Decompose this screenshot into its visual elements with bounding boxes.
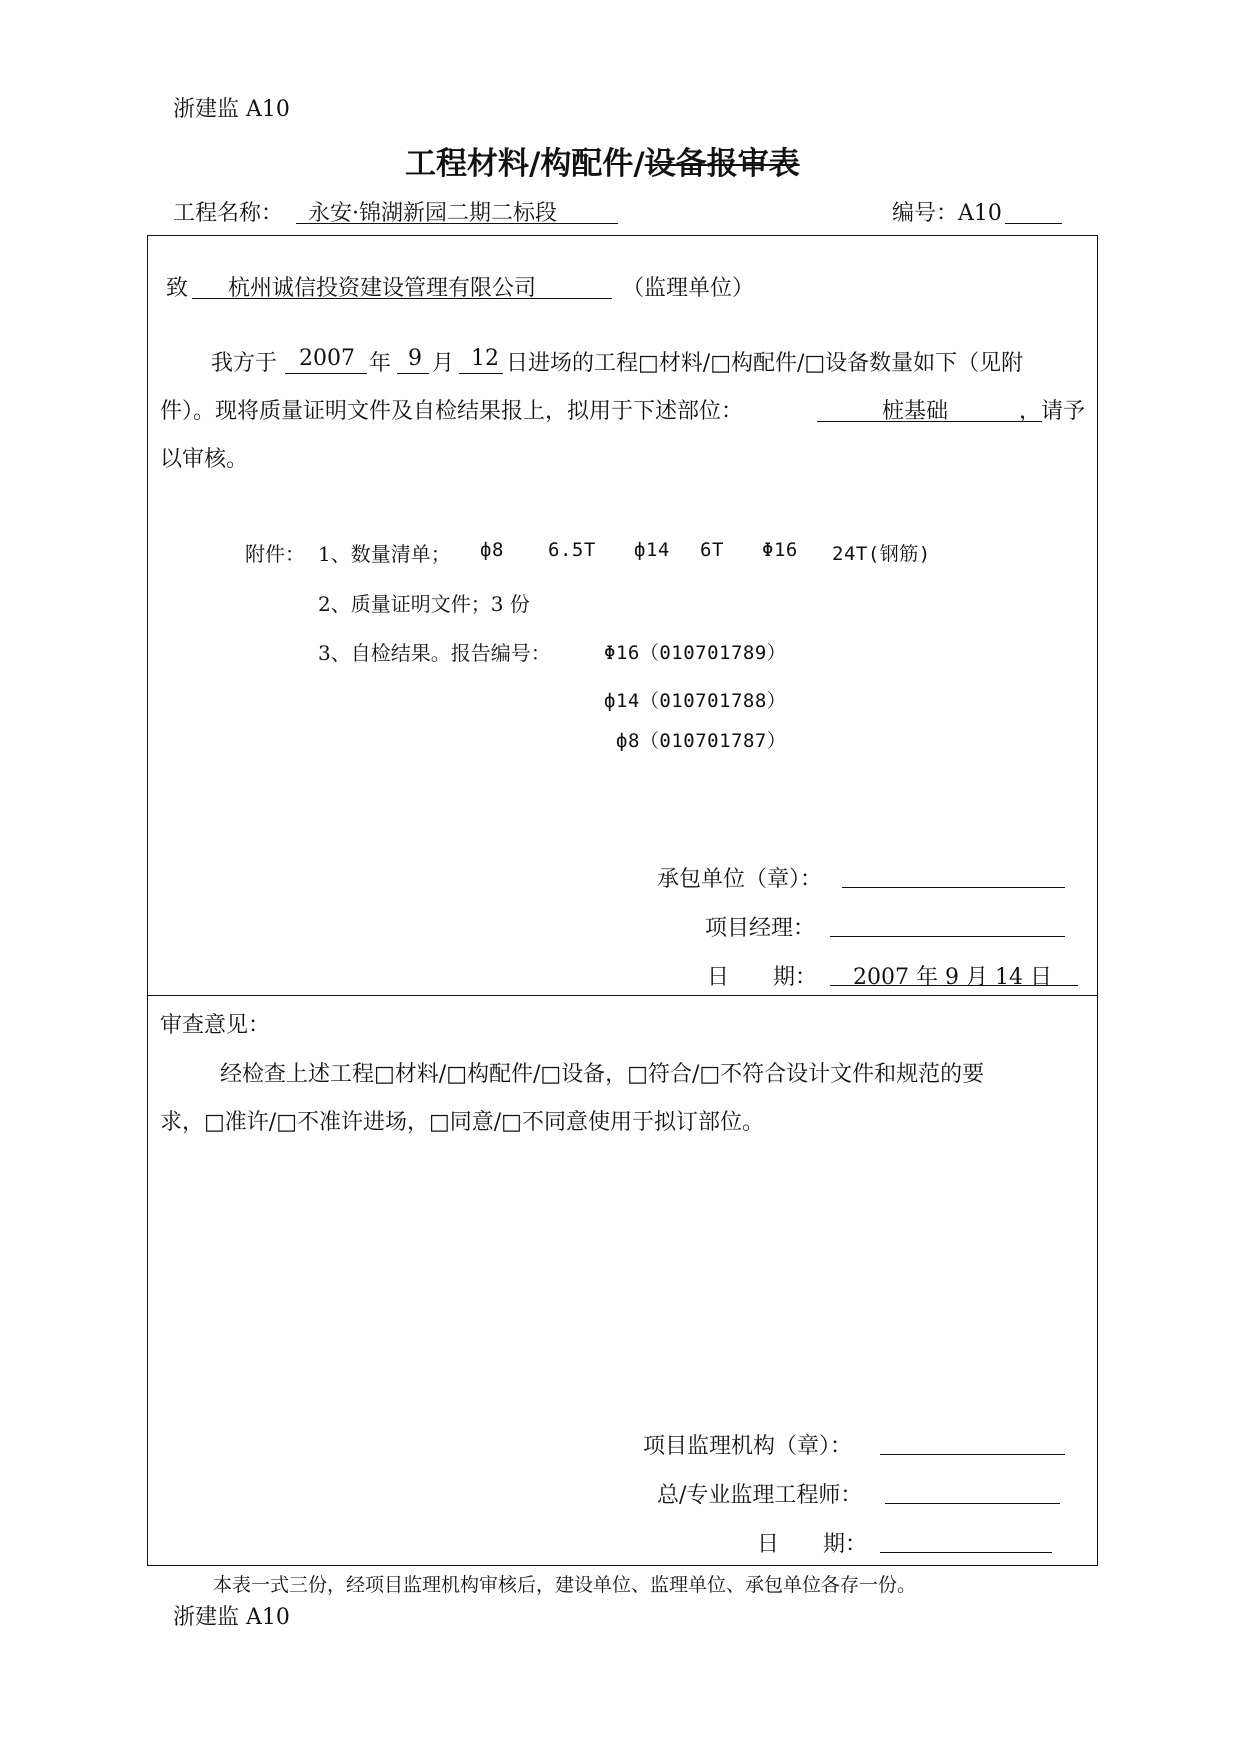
project-manager-line xyxy=(830,936,1065,937)
statement-line3: 以审核。 xyxy=(160,447,249,472)
supervision-org-label: 项目监理机构（章）： xyxy=(643,1434,853,1459)
form-table xyxy=(147,235,1098,1566)
contractor-unit-line xyxy=(842,887,1065,888)
rebar-8-qty: 6.5T xyxy=(548,539,596,561)
rebar-14-size: ф14 xyxy=(634,539,670,561)
report-number-16: Φ16（010701789） xyxy=(604,642,787,664)
attachment-3-prefix: 3、自检结果。报告编号： xyxy=(318,641,551,665)
report-number-14: ф14（010701788） xyxy=(604,690,787,712)
statement-line2-end: ，请予 xyxy=(1019,399,1086,424)
entry-year: 2007 xyxy=(299,346,355,371)
rebar-8-size: ф8 xyxy=(480,539,504,561)
addressee-underline xyxy=(192,298,612,299)
review-date-label: 日 期： xyxy=(757,1532,868,1557)
form-number-underline xyxy=(1005,223,1062,224)
entry-month-underline xyxy=(397,373,429,374)
usage-location-underline xyxy=(817,421,1042,422)
review-text-line1: 经检查上述工程□材料/□构配件/□设备，□符合/□不符合设计文件和规范的要 xyxy=(220,1062,985,1087)
project-name-value: 永安·锦湖新园二期二标段 xyxy=(308,201,557,226)
rebar-16-size: Φ16 xyxy=(762,539,798,561)
attachment-1-prefix: 1、数量清单； xyxy=(318,542,451,566)
project-manager-label: 项目经理： xyxy=(705,916,816,941)
addressee-to: 致 xyxy=(166,276,189,301)
entry-day-underline xyxy=(459,373,503,374)
year-char: 年 xyxy=(369,351,392,376)
review-heading: 审查意见： xyxy=(160,1013,271,1038)
entry-month: 9 xyxy=(408,346,422,371)
form-title xyxy=(405,138,800,183)
review-text-line2: 求，□准许/□不准许进场，□同意/□不同意使用于拟订部位。 xyxy=(160,1110,764,1135)
attachment-2: 2、质量证明文件；3 份 xyxy=(318,592,530,616)
footer-note: 本表一式三份，经项目监理机构审核后，建设单位、监理单位、承包单位各存一份。 xyxy=(213,1574,917,1596)
project-name-label: 工程名称： xyxy=(173,201,284,226)
contractor-date-value: 2007 年 9 月 14 日 xyxy=(853,965,1052,990)
addressee-role: （监理单位） xyxy=(622,276,755,301)
statement-line2: 件）。现将质量证明文件及自检结果报上，拟用于下述部位： xyxy=(160,399,744,424)
usage-location: 桩基础 xyxy=(882,399,949,424)
statement-line1-rest: 日进场的工程□材料/□构配件/□设备数量如下（见附 xyxy=(506,351,1024,376)
month-char: 月 xyxy=(432,351,455,376)
entry-day: 12 xyxy=(471,346,499,371)
form-title-struck: 设备报审表 xyxy=(644,146,800,182)
form-number-label: 编号：A10 xyxy=(892,201,1002,226)
addressee-company: 杭州诚信投资建设管理有限公司 xyxy=(228,276,537,301)
statement-intro: 我方于 xyxy=(211,351,278,376)
entry-year-underline xyxy=(285,373,367,374)
review-date-line xyxy=(880,1552,1052,1553)
form-code-bottom: 浙建监 A10 xyxy=(173,1605,290,1630)
section-divider xyxy=(147,995,1098,996)
project-name-underline xyxy=(296,223,618,224)
chief-engineer-line xyxy=(885,1503,1060,1504)
contractor-date-label: 日 期： xyxy=(707,965,818,990)
contractor-date-line xyxy=(830,985,1078,986)
chief-engineer-label: 总/专业监理工程师： xyxy=(657,1483,863,1508)
rebar-16-qty: 24T(钢筋) xyxy=(832,543,931,565)
report-number-8: ф8（010701787） xyxy=(616,730,787,752)
rebar-14-qty: 6T xyxy=(700,539,724,561)
form-title-main: 工程材料/构配件/ xyxy=(405,146,645,182)
supervision-org-line xyxy=(880,1454,1065,1455)
attachments-label: 附件： xyxy=(245,542,305,566)
contractor-unit-label: 承包单位（章）： xyxy=(657,867,823,892)
form-code-top: 浙建监 A10 xyxy=(173,97,290,122)
